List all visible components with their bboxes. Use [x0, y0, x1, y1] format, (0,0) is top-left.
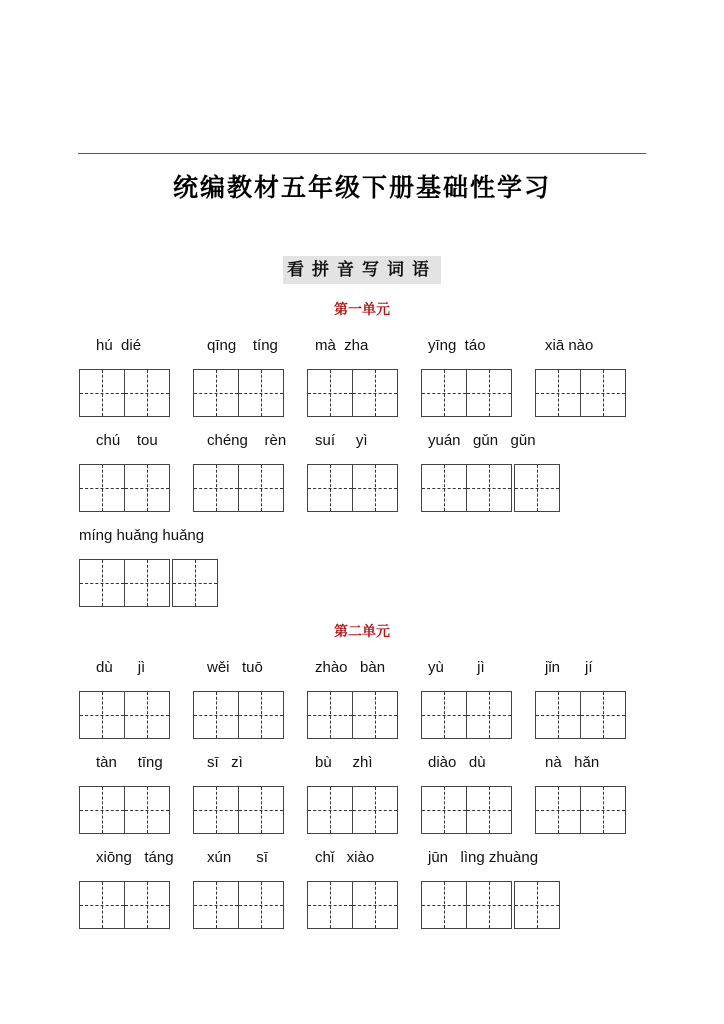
character-cell[interactable] — [307, 691, 353, 739]
character-cell[interactable] — [353, 464, 398, 512]
character-cell[interactable] — [307, 369, 353, 417]
writing-grid[interactable] — [421, 786, 512, 834]
character-cell[interactable] — [307, 881, 353, 929]
pinyin-prompt: yīng táo — [428, 337, 486, 354]
character-cell[interactable] — [353, 691, 398, 739]
writing-grid[interactable] — [421, 369, 512, 417]
writing-grid[interactable] — [307, 881, 398, 929]
pinyin-prompt: tàn tīng — [96, 754, 163, 771]
character-cell[interactable] — [307, 464, 353, 512]
character-cell[interactable] — [193, 464, 239, 512]
character-cell[interactable] — [125, 691, 170, 739]
pinyin-prompt: chú tou — [96, 432, 158, 449]
section-heading-wrap — [0, 256, 724, 284]
pinyin-prompt: yuán gǔn gǔn — [428, 432, 536, 449]
character-cell[interactable] — [193, 786, 239, 834]
character-cell[interactable] — [353, 881, 398, 929]
writing-grid[interactable] — [193, 786, 284, 834]
pinyin-prompt: sī zì — [207, 754, 243, 771]
character-cell[interactable] — [581, 369, 626, 417]
writing-grid[interactable] — [79, 559, 218, 607]
character-cell[interactable] — [467, 881, 512, 929]
character-cell[interactable] — [535, 691, 581, 739]
writing-grid[interactable] — [535, 369, 626, 417]
character-cell[interactable] — [239, 691, 284, 739]
pinyin-prompt: zhào bàn — [315, 659, 386, 676]
character-cell[interactable] — [193, 691, 239, 739]
writing-grid[interactable] — [79, 881, 170, 929]
pinyin-prompt: suí yì — [315, 432, 368, 449]
pinyin-prompt: qīng tíng — [207, 337, 278, 354]
writing-grid[interactable] — [421, 464, 560, 512]
character-cell[interactable] — [79, 786, 125, 834]
writing-grid[interactable] — [307, 369, 398, 417]
header-divider — [78, 153, 646, 154]
character-cell[interactable] — [514, 464, 560, 512]
character-cell[interactable] — [125, 559, 170, 607]
pinyin-prompt: yù jì — [428, 659, 485, 676]
character-cell[interactable] — [353, 786, 398, 834]
character-cell[interactable] — [125, 464, 170, 512]
character-cell[interactable] — [239, 881, 284, 929]
pinyin-prompt: mà zha — [315, 337, 369, 354]
pinyin-prompt: míng huǎng huǎng — [79, 527, 205, 544]
pinyin-prompt: hú dié — [96, 337, 142, 354]
page-title: 统编教材五年级下册基础性学习 — [172, 173, 551, 202]
pinyin-prompt: jūn lìng zhuàng — [428, 849, 539, 866]
writing-grid[interactable] — [307, 691, 398, 739]
character-cell[interactable] — [535, 786, 581, 834]
writing-grid[interactable] — [79, 786, 170, 834]
character-cell[interactable] — [467, 691, 512, 739]
writing-grid[interactable] — [79, 464, 170, 512]
character-cell[interactable] — [239, 786, 284, 834]
character-cell[interactable] — [353, 369, 398, 417]
pinyin-prompt: jǐn jí — [545, 659, 593, 676]
character-cell[interactable] — [239, 464, 284, 512]
pinyin-prompt: chǐ xiào — [315, 849, 375, 866]
character-cell[interactable] — [535, 369, 581, 417]
writing-grid[interactable] — [79, 691, 170, 739]
character-cell[interactable] — [467, 786, 512, 834]
character-cell[interactable] — [421, 691, 467, 739]
character-cell[interactable] — [421, 464, 467, 512]
character-cell[interactable] — [125, 786, 170, 834]
writing-grid[interactable] — [421, 691, 512, 739]
pinyin-prompt: xiā nào — [545, 337, 594, 354]
pinyin-prompt: chéng rèn — [207, 432, 287, 449]
character-cell[interactable] — [581, 691, 626, 739]
pinyin-prompt: xún sī — [207, 849, 268, 866]
character-cell[interactable] — [79, 559, 125, 607]
writing-grid[interactable] — [307, 464, 398, 512]
character-cell[interactable] — [467, 464, 512, 512]
pinyin-prompt: xiōng táng — [96, 849, 174, 866]
character-cell[interactable] — [79, 369, 125, 417]
character-cell[interactable] — [421, 881, 467, 929]
character-cell[interactable] — [307, 786, 353, 834]
character-cell[interactable] — [193, 881, 239, 929]
character-cell[interactable] — [467, 369, 512, 417]
character-cell[interactable] — [514, 881, 560, 929]
writing-grid[interactable] — [193, 464, 284, 512]
pinyin-prompt: wěi tuō — [207, 659, 263, 676]
character-cell[interactable] — [125, 881, 170, 929]
character-cell[interactable] — [421, 786, 467, 834]
pinyin-prompt: nà hǎn — [545, 754, 600, 771]
writing-grid[interactable] — [421, 881, 560, 929]
character-cell[interactable] — [79, 691, 125, 739]
character-cell[interactable] — [79, 881, 125, 929]
writing-grid[interactable] — [79, 369, 170, 417]
section-heading: 看拼音写词语 — [283, 256, 441, 284]
unit-heading: 第二单元 — [334, 624, 390, 640]
unit-heading: 第一单元 — [334, 302, 390, 318]
character-cell[interactable] — [79, 464, 125, 512]
character-cell[interactable] — [581, 786, 626, 834]
writing-grid[interactable] — [535, 691, 626, 739]
character-cell[interactable] — [125, 369, 170, 417]
pinyin-prompt: bù zhì — [315, 754, 373, 771]
writing-grid[interactable] — [193, 881, 284, 929]
writing-grid[interactable] — [535, 786, 626, 834]
writing-grid[interactable] — [193, 369, 284, 417]
character-cell[interactable] — [239, 369, 284, 417]
character-cell[interactable] — [172, 559, 218, 607]
pinyin-prompt: dù jì — [96, 659, 146, 676]
character-cell[interactable] — [193, 369, 239, 417]
character-cell[interactable] — [421, 369, 467, 417]
writing-grid[interactable] — [307, 786, 398, 834]
pinyin-prompt: diào dù — [428, 754, 486, 771]
writing-grid[interactable] — [193, 691, 284, 739]
